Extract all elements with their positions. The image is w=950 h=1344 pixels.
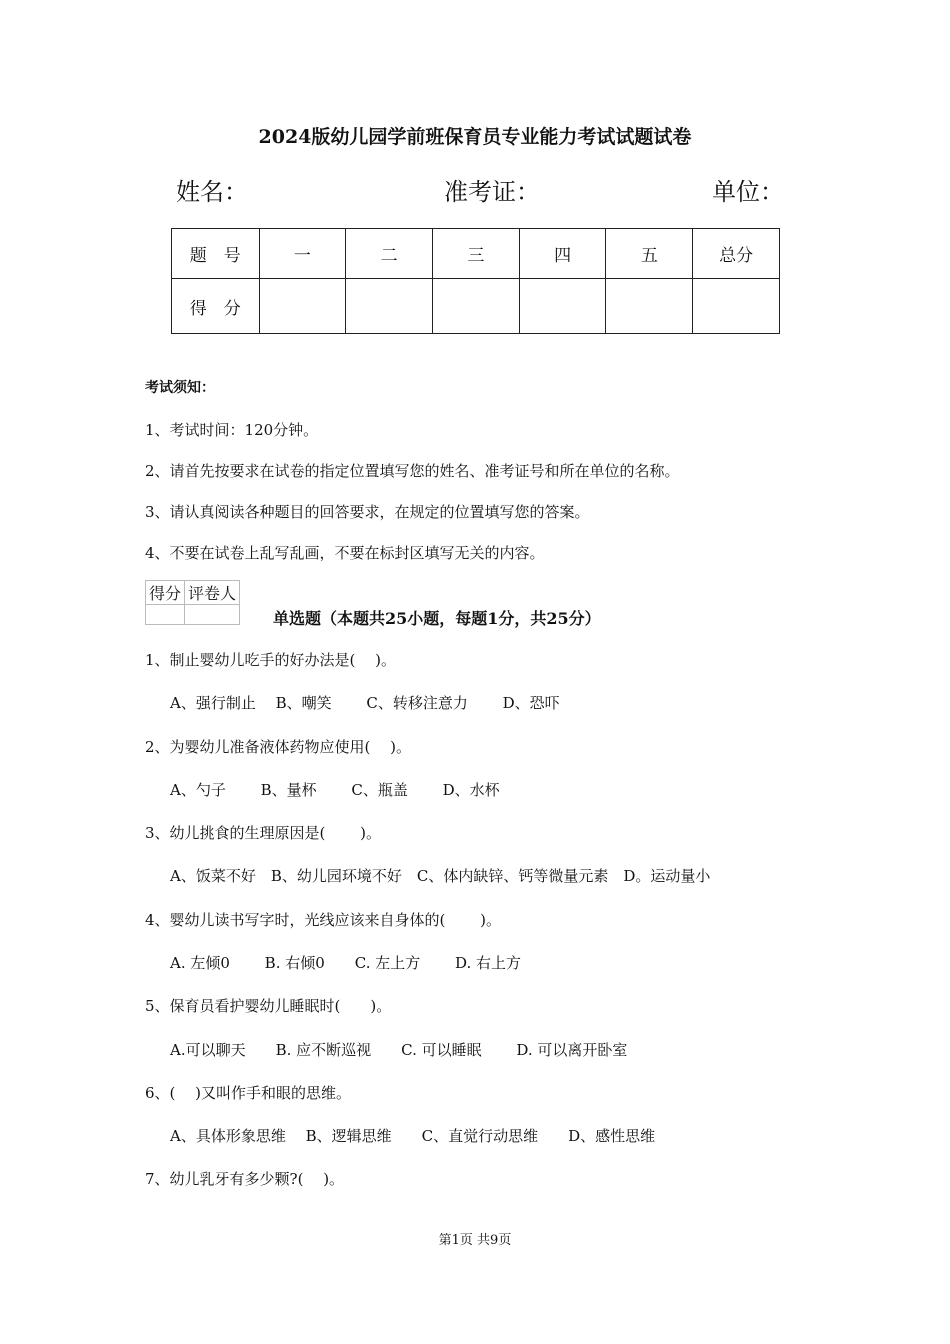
score-row-label: 得 分 [172, 279, 260, 334]
grader-score-cell[interactable] [146, 605, 185, 625]
score-table-header-cell: 总分 [693, 229, 780, 279]
score-table-header-cell: 二 [346, 229, 433, 279]
question-text: 3、幼儿挑食的生理原因是( )。 [145, 824, 382, 842]
score-cell[interactable] [433, 279, 520, 334]
name-field-label: 姓名： [176, 178, 248, 206]
section-title: 单选题（本题共25小题，每题1分，共25分） [273, 609, 601, 628]
question-text: 6、( )又叫作手和眼的思维。 [145, 1084, 352, 1102]
grader-reviewer-label: 评卷人 [185, 581, 240, 605]
unit-field-label: 单位： [712, 178, 784, 206]
score-cell[interactable] [259, 279, 346, 334]
question-text: 7、幼儿乳牙有多少颗?( )。 [145, 1170, 345, 1188]
score-cell[interactable] [606, 279, 693, 334]
score-table-score-row [172, 279, 780, 334]
score-table-header-cell: 四 [519, 229, 606, 279]
exam-id-field-label: 准考证： [444, 178, 540, 206]
score-table-header-row [172, 229, 780, 279]
notice-item: 2、请首先按要求在试卷的指定位置填写您的姓名、准考证号和所在单位的名称。 [145, 462, 680, 480]
question-text: 5、保育员看护婴幼儿睡眠时( )。 [145, 997, 392, 1015]
score-table [171, 228, 780, 334]
notice-item: 3、请认真阅读各种题目的回答要求，在规定的位置填写您的答案。 [145, 503, 590, 521]
question-text: 1、制止婴幼儿吃手的好办法是( )。 [145, 651, 397, 669]
question-options: A、具体形象思维 B、逻辑思维 C、直觉行动思维 D、感性思维 [170, 1127, 656, 1145]
grader-score-label: 得分 [146, 581, 185, 605]
notice-item: 4、不要在试卷上乱写乱画，不要在标封区填写无关的内容。 [145, 544, 545, 562]
question-options: A、勺子 B、量杯 C、瓶盖 D、水杯 [170, 781, 500, 799]
grader-table [145, 580, 240, 625]
notice-item: 1、考试时间：120分钟。 [145, 421, 319, 439]
document-title: 2024版幼儿园学前班保育员专业能力考试试题试卷 [258, 126, 692, 148]
score-cell[interactable] [346, 279, 433, 334]
question-options: A、饭菜不好 B、幼儿园环境不好 C、体内缺锌、钙等微量元素 D。运动量小 [170, 867, 711, 885]
question-text: 2、为婴幼儿准备液体药物应使用( )。 [145, 738, 412, 756]
score-table-header-cell: 三 [433, 229, 520, 279]
score-cell[interactable] [693, 279, 780, 334]
question-text: 4、婴幼儿读书写字时，光线应该来自身体的( )。 [145, 911, 502, 929]
page-footer: 第1页 共9页 [438, 1233, 512, 1248]
question-options: A.可以聊天 B. 应不断巡视 C. 可以睡眠 D. 可以离开卧室 [170, 1041, 628, 1059]
grader-reviewer-cell[interactable] [185, 605, 240, 625]
question-options: A. 左倾0 B. 右倾0 C. 左上方 D. 右上方 [170, 954, 522, 972]
score-table-header-cell: 一 [259, 229, 346, 279]
notice-title: 考试须知： [145, 380, 215, 396]
score-table-header-cell: 五 [606, 229, 693, 279]
score-table-header-cell: 题 号 [172, 229, 260, 279]
score-cell[interactable] [519, 279, 606, 334]
question-options: A、强行制止 B、嘲笑 C、转移注意力 D、恐吓 [170, 694, 560, 712]
